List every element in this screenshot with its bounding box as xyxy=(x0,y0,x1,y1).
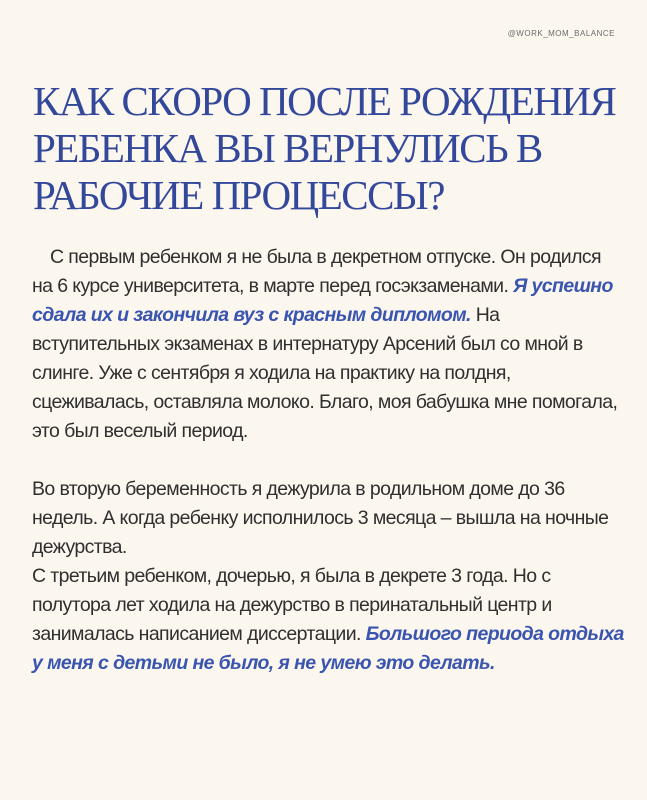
paragraph-first-highlight: Я успешно сдала их и закончила вуз с красным дипломом. xyxy=(32,275,613,326)
paragraph-second xyxy=(32,475,624,678)
paragraph-first xyxy=(32,243,624,446)
paragraph-first-tail: На вступительных экзаменах в интернатуру Арсений был со мной в слинге. Уже с сентября я ходила на практику на полдня, сцеживалась, оставляла молоко. Благо, моя бабушка мне помогала, это был веселый период. xyxy=(32,304,618,442)
paragraph-first-lead: С первым ребенком я не была в декретном отпуске. Он родился на 6 курсе университета, в марте перед госэкзаменами. xyxy=(32,246,601,297)
article-body xyxy=(32,243,624,678)
paragraph-second-line-2: С третьим ребенком, дочерью, я была в декрете 3 года. Но с полутора лет ходила на дежурство в перинатальный центр и занималась написанием диссертации. xyxy=(32,565,552,645)
paragraph-second-line-1: Во вторую беременность я дежурила в родильном доме до 36 недель. А когда ребенку исполнилось 3 месяца – вышла на ночные дежурства. xyxy=(32,478,609,558)
paragraph-second-highlight: Большого периода отдыха у меня с детьми не было, я не умею это делать. xyxy=(32,623,624,674)
page-title: КАК СКОРО ПОСЛЕ РОЖДЕНИЯ РЕБЕНКА ВЫ ВЕРНУЛИСЬ В РАБОЧИЕ ПРОЦЕССЫ? xyxy=(33,78,616,218)
account-handle: @WORK_MOM_BALANCE xyxy=(507,29,615,38)
